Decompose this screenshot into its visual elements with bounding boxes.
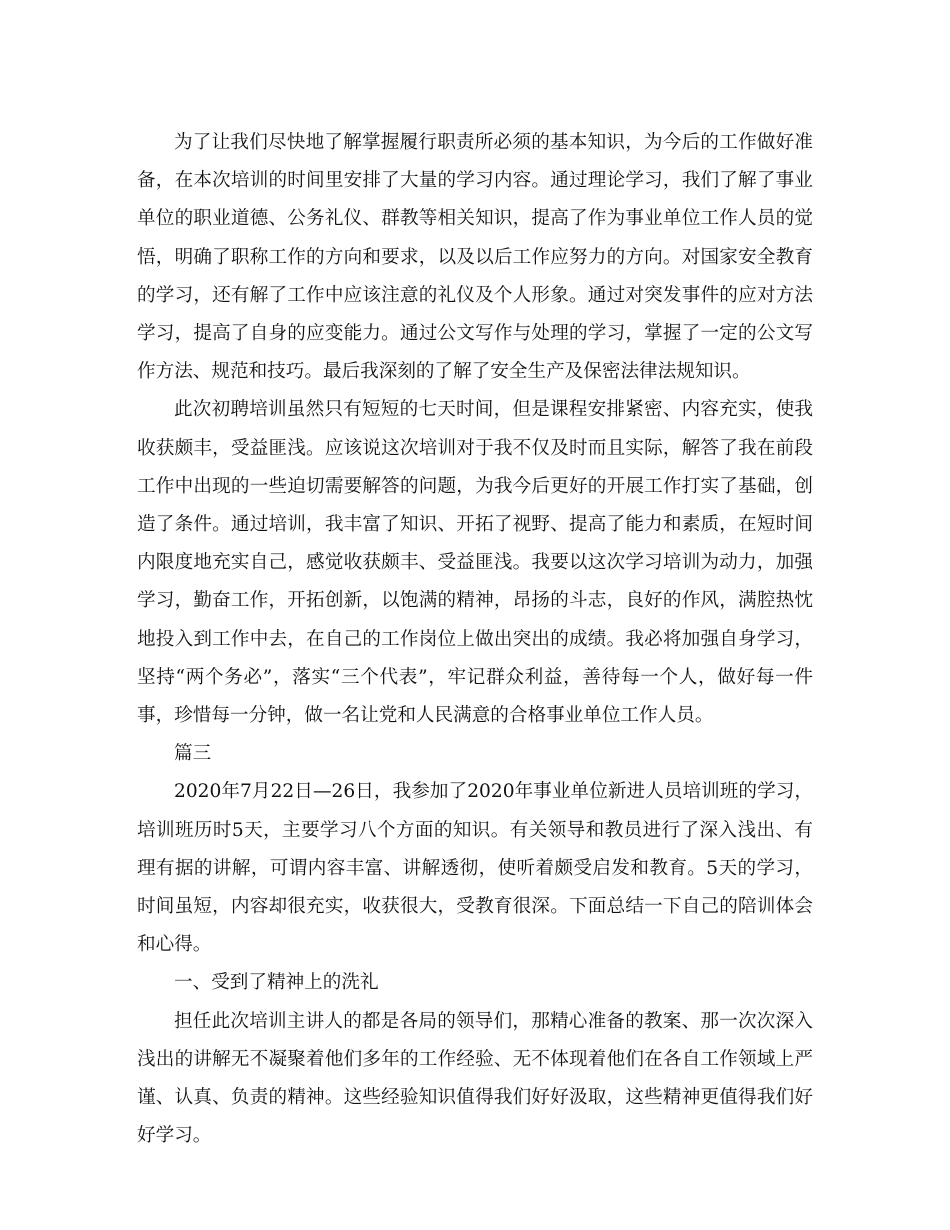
section-heading-part-three: 篇三 (174, 743, 212, 765)
paragraph-intro-knowledge: 为了让我们尽快地了解掌握履行职责所必须的基本知识，为今后的工作做好准备，在本次培训的时间里安排了大量的学习内容。通过理论学习，我们了解了事业单位的职业道德、公务礼仪、群教等相关知识，提高了作为事业单位工作人员的觉悟，明确了职称工作的方向和要求，以及以后工作应努力的方向。对国家安全教育的学习，还有解了工作中应该注意的礼仪及个人形象。通过对突发事件的应对方法学习，提高了自身的应变能力。通过公文写作与处理的学习，掌握了一定的公文写作方法、规范和技巧。最后我深刻的了解了安全生产及保密法律法规知识。 (137, 132, 813, 383)
paragraph-training-gains: 此次初聘培训虽然只有短短的七天时间，但是课程安排紧密、内容充实，使我收获颇丰，受益匪浅。应该说这次培训对于我不仅及时而且实际，解答了我在前段工作中出现的一些迫切需要解答的问题，为我今后更好的开展工作打实了基础，创造了条件。通过培训，我丰富了知识、开拓了视野、提高了能力和素质，在短时间内限度地充实自己，感觉收获颇丰、受益匪浅。我要以这次学习培训为动力，加强学习，勤奋工作，开拓创新，以饱满的精神，昂扬的斗志，良好的作风，满腔热忱地投入到工作中去，在自己的工作岗位上做出突出的成绩。我必将加强自身学习，坚持“两个务必”，落实“三个代表”，牢记群众利益，善待每一个人，做好每一件事，珍惜每一分钟，做一名让党和人民满意的合格事业单位工作人员。 (137, 399, 813, 727)
paragraph-lecturers: 担任此次培训主讲人的都是各局的领导们，那精心准备的教案、那一次次深入浅出的讲解无不凝聚着他们多年的工作经验、无不体现着他们在各自工作领域上严谨、认真、负责的精神。这些经验知识值得我们好好汲取，这些精神更值得我们好好学习。 (137, 1010, 813, 1147)
paragraph-training-overview: 2020年7月22日—26日，我参加了2020年事业单位新进人员培训班的学习，培训班历时5天，主要学习八个方面的知识。有关领导和教员进行了深入浅出、有理有据的讲解，可谓内容丰富、讲解透彻，使听着颇受启发和教育。5天的学习，时间虽短，内容却很充实，收获很大，受教育很深。下面总结一下自己的陪训体会和心得。 (137, 781, 813, 956)
subheading-spiritual-baptism: 一、受到了精神上的洗礼 (174, 972, 379, 994)
document-body (137, 124, 813, 1155)
